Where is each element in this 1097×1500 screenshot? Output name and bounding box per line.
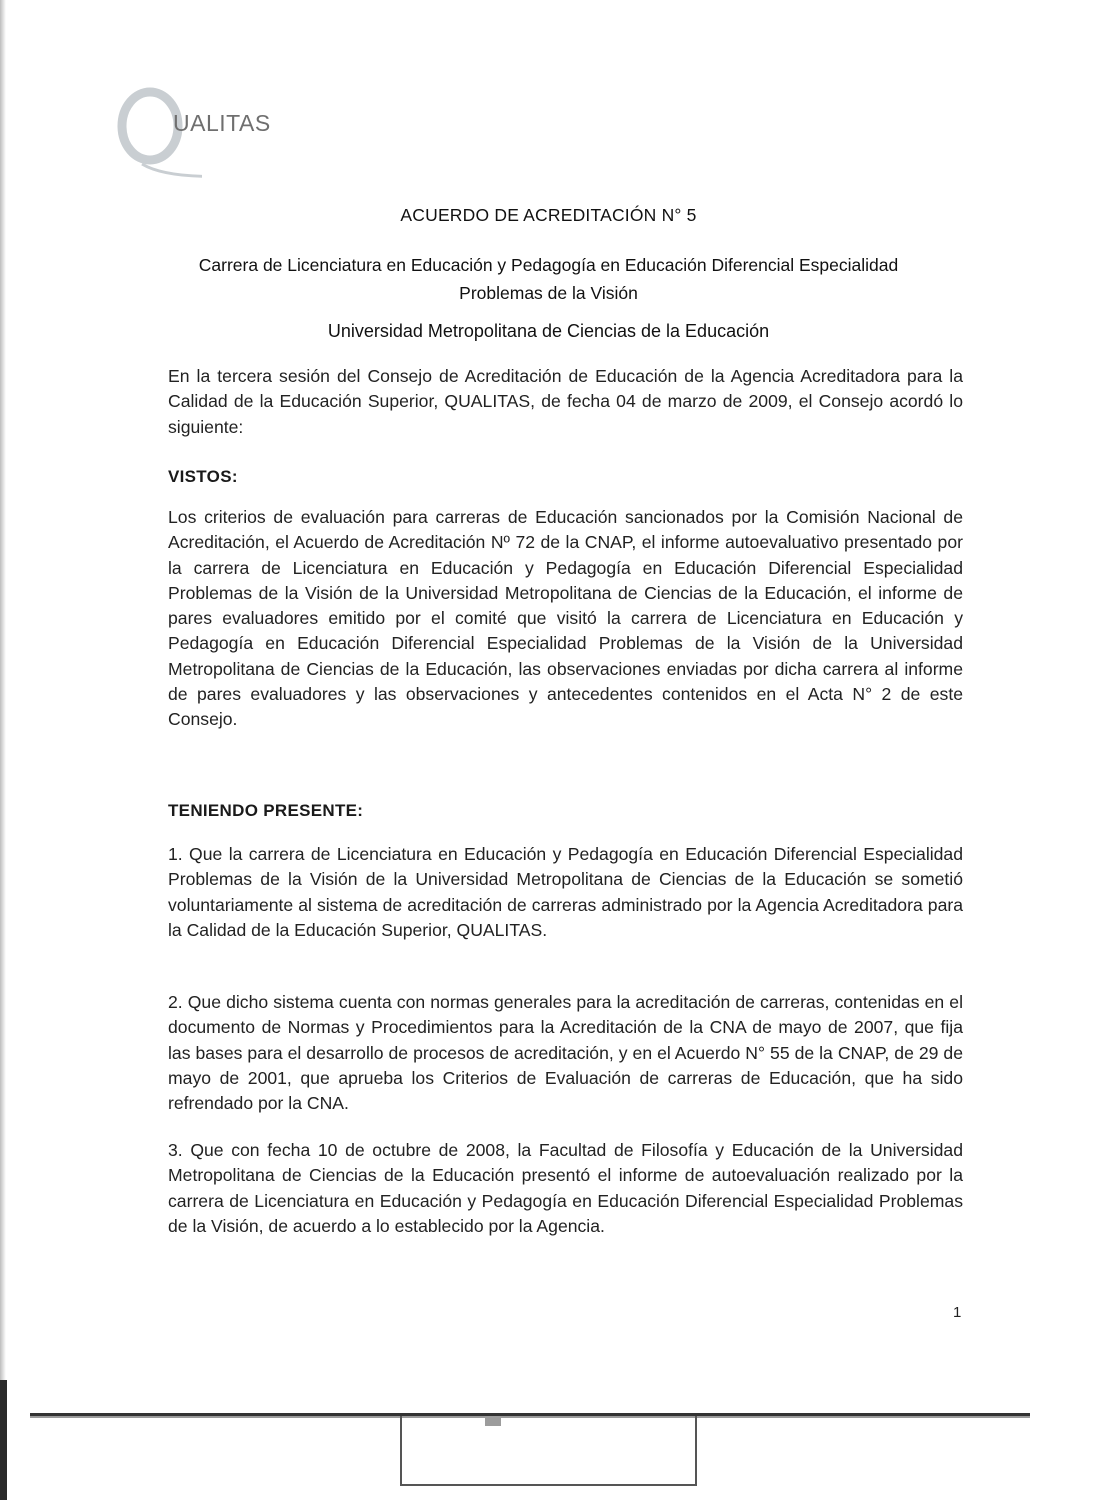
vistos-heading: VISTOS: <box>168 467 238 486</box>
intro-paragraph: En la tercera sesión del Consejo de Acreditación de Educación de la Agencia Acreditadora para la Calidad de la Educación Superior, QUALITAS, de fecha 04 de marzo de 2009, el Consejo acordó lo siguiente: <box>168 366 963 437</box>
vistos-paragraph: Los criterios de evaluación para carreras de Educación sancionados por la Comisión Nacional de Acreditación, el Acuerdo de Acreditación Nº 72 de la CNAP, el informe autoevaluativo presentado por la carrera de Licenciatura en Educación y Pedagogía en Educación Diferencial Especialidad Problemas de la Visión de la Universidad Metropolitana de Ciencias de la Educación, el informe de pares evaluadores emitido por el comité que visitó la carrera de Licenciatura en Educación y Pedagogía en Educación Diferencial Especialidad Problemas de la Visión de la Universidad Metropolitana de Ciencias de la Educación, las observaciones enviadas por dicha carrera al informe de pares evaluadores y las observaciones y antecedentes contenidos en el Acta N° 2 de este Consejo. <box>168 507 963 730</box>
scan-edge-shadow <box>0 1380 7 1500</box>
document-title: ACUERDO DE ACREDITACIÓN N° 5 <box>400 205 697 225</box>
list-item: 2. Que dicho sistema cuenta con normas generales para la acreditación de carreras, contenidas en el documento de Normas y Procedimientos para la Acreditación de la CNA de mayo de 2007, que fija las bases para el desarrollo de procesos de acreditación, y en el Acuerdo N° 55 de la CNAP, de 29 de mayo de 2001, que aprueba los Criterios de Evaluación de carreras de Educación, que ha sido refrendado por la CNA. <box>168 992 963 1114</box>
teniendo-presente-heading: TENIENDO PRESENTE: <box>168 801 364 820</box>
scanner-tray <box>400 1416 697 1486</box>
page-number: 1 <box>953 1304 962 1321</box>
list-item: 1. Que la carrera de Licenciatura en Educación y Pedagogía en Educación Diferencial Especialidad Problemas de la Visión de la Universidad Metropolitana de Ciencias de la Educación se sometió voluntariamente al sistema de acreditación de carreras administrado por la Agencia Acreditadora para la Calidad de la Educación Superior, QUALITAS. <box>168 844 963 940</box>
scan-mark <box>485 1416 501 1426</box>
university-name: Universidad Metropolitana de Ciencias de la Educación <box>327 321 770 341</box>
program-title <box>0 251 1097 307</box>
qualitas-logo <box>112 80 322 190</box>
program-title-line-2: Problemas de la Visión <box>459 283 638 303</box>
list-item: 3. Que con fecha 10 de octubre de 2008, la Facultad de Filosofía y Educación de la Universidad Metropolitana de Ciencias de la Educación presentó el informe de autoevaluación realizado por la carrera de Licenciatura en Educación y Pedagogía en Educación Diferencial Especialidad Problemas de la Visión, de acuerdo a lo establecido por la Agencia. <box>168 1140 963 1236</box>
logo-wordmark: UALITAS <box>173 110 271 136</box>
program-title-line-1: Carrera de Licenciatura en Educación y Pedagogía en Educación Diferencial Especialidad <box>198 255 899 275</box>
